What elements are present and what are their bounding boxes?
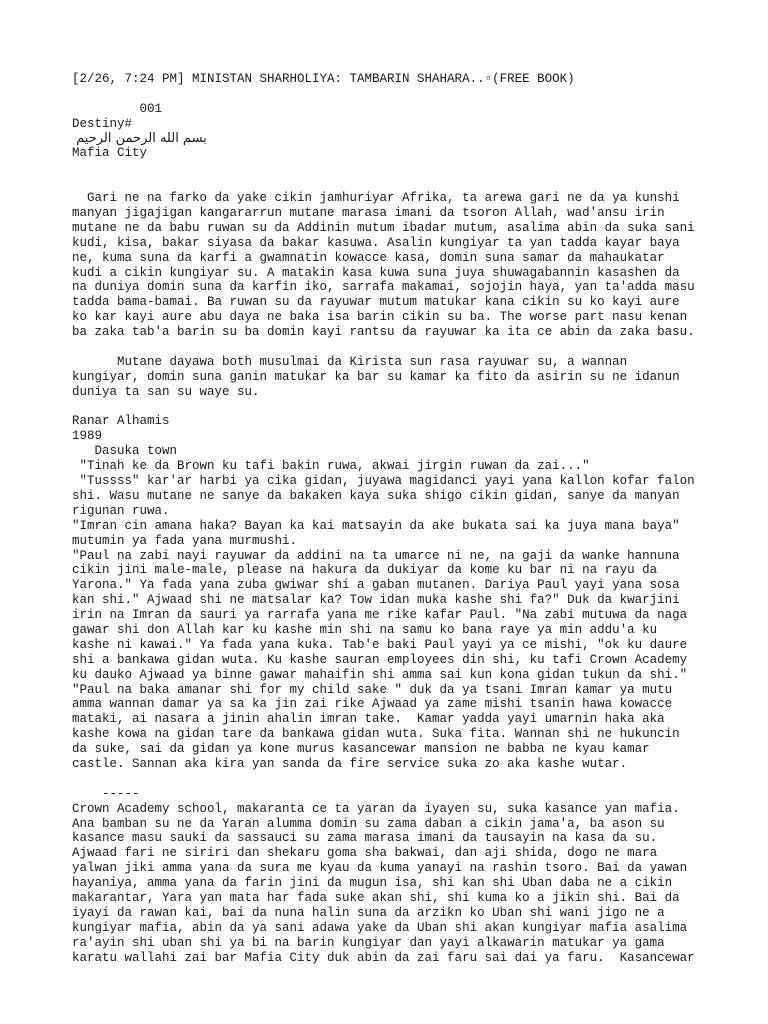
text-line: Dasuka town — [72, 444, 178, 459]
text-line: manyan jigajigan kangararrun mutane marasa imani da tsoron Allah, wad'ansu irin — [72, 206, 665, 221]
text-line: Gari ne na farko da yake cikin jamhuriyar Afrika, ta arewa gari ne da ya kunshi — [72, 191, 680, 206]
text-line: duniya ta san su waye su. — [72, 384, 260, 399]
text-line: karatu wallahi zai bar Mafia City duk abin da zai faru sai dai ya faru. Kasancewar — [72, 950, 695, 965]
text-line: tadda bama-bamai. Ba ruwan su da rayuwar mutum matukar kana cikin su ko kayi aure — [72, 295, 680, 310]
text-line: da suke, sai da gidan ya kone murus kasancewar mansion ne babba ne kyau kamar — [72, 742, 650, 757]
text-line: gawar shi don Allah kar ku kashe min shi na samu ko bana raye ya min addu'a ku — [72, 622, 658, 637]
text-line: iyayi da rawan kai, bai da nuna halin suna da arzikn ko Uban shi wani jigo ne a — [72, 905, 665, 920]
text-line — [72, 400, 762, 415]
text-line: kudi a cikin kungiyar su. A matakin kasa kuwa suna juya shuwagabannin kasashen da — [72, 265, 680, 280]
text-line: yalwan jiki amma yana da sura me kyau da kuma yanayi na rashin tsoro. Bai da yawan — [72, 861, 688, 876]
text-line: Yarona." Ya fada yana zuba gwiwar shi a gaban mutanen. Dariya Paul yayi yana sosa — [72, 578, 680, 593]
document-text — [72, 72, 762, 965]
text-line: shi a bankawa gidan wuta. Ku kashe sauran employees din shi, ku tafi Crown Academy — [72, 652, 688, 667]
text-line: irin na Imran da sauri ya rarrafa yana me rike kafar Paul. "Na zabi mutuwa da naga — [72, 608, 688, 623]
text-line: kan shi." Ajwaad shi ne matsalar ka? Tow idan muka kashe shi fa?" Duk da kwarjini — [72, 593, 680, 608]
text-line: [2/26, 7:24 PM] MINISTAN SHARHOLIYA: TAMBARIN SHAHARA..▫(FREE BOOK) — [72, 72, 575, 86]
text-line — [72, 161, 762, 176]
text-line: hayaniya, amma yana da farin jini da mugun isa, shi kan shi Uban daba ne a cikin — [72, 876, 673, 891]
text-line: "Paul na zabi nayi rayuwar da addini na ta umarce ni ne, na gaji da wanke hannuna — [72, 548, 680, 563]
text-line: Ranar Alhamis — [72, 414, 170, 429]
text-line: "Imran cin amana haka? Bayan ka kai matsayin da ake bukata sai ka juya mana baya" — [72, 518, 680, 533]
text-line — [72, 87, 762, 102]
text-line: shi. Wasu mutane ne sanye da bakaken kaya suka shigo cikin gidan, sanye da manyan — [72, 488, 680, 503]
text-line: Destiny# — [72, 116, 133, 131]
text-line: cikin jini male-male, please na hakura da dukiyar da kome ku bar ni na rayu da — [72, 563, 658, 578]
text-line: "Tinah ke da Brown ku tafi bakin ruwa, akwai jirgin ruwan da zai..." — [72, 459, 590, 474]
text-line: kashe kowa na gidan tare da bankawa gidan wuta. Suka fita. Wannan shi ne hukuncin — [72, 727, 680, 742]
text-line: kashe ni kawai." Ya fada yana kuka. Tab'e baki Paul yayi ya ce mishi, "ok ku daure — [72, 637, 688, 652]
text-line — [72, 176, 762, 191]
text-line: ne, kuma suna da karfi a gwamnatin kowacce kasa, domin suna samar da mahaukatar — [72, 250, 665, 265]
text-line: mutumin ya fada yana murmushi. — [72, 533, 298, 548]
text-line: 001 — [72, 101, 163, 116]
text-line: mutane ne da babu ruwan su da Addinin mutum ibadar mutum, asalima abin da suka sani — [72, 220, 695, 235]
text-line — [72, 340, 762, 355]
text-line: mataki, ai nasara a jinin ahalin imran take. Kamar yadda yayi umarnin haka aka — [72, 712, 665, 727]
text-line: ko kar kayi aure abu daya ne baka isa barin cikin su ba. The worse part nasu kenan — [72, 310, 688, 325]
text-line: amma wannan damar ya sa ka jin zai rike Ajwaad ya zame mishi tsanin hawa kowacce — [72, 697, 673, 712]
text-line: kudi, kisa, bakar siyasa da bakar kasuwa. Asalin kungiyar ta yan tadda kayar baya — [72, 235, 680, 250]
text-line: Mafia City — [72, 146, 148, 161]
text-line: 1989 — [72, 429, 103, 444]
text-line: بسم الله الرحمن الرحيم — [72, 130, 207, 146]
text-line: "Paul na baka amanar shi for my child sake " duk da ya tsani Imran kamar ya mutu — [72, 682, 673, 697]
text-line: ra'ayin shi uban shi ya bi na barin kungiyar dan yayi alkawarin matukar ya gama — [72, 935, 665, 950]
text-line: kungiyar, domin suna ganin matukar ka bar su kamar ka fito da asirin su ne idanun — [72, 369, 680, 384]
text-line: ku dauko Ajwaad ya binne gawar mahaifin shi amma sai kun kona gidan tukun da shi." — [72, 667, 688, 682]
text-line: "Tussss" kar'ar harbi ya cika gidan, juyawa magidanci yayi yana kallon kofar falon — [72, 474, 695, 489]
text-line: Crown Academy school, makaranta ce ta yaran da iyayen su, suka kasance yan mafia. — [72, 801, 680, 816]
text-line: Ana bamban su ne da Yaran alumma domin su zama daban a cikin jama'a, ba ason su — [72, 816, 665, 831]
text-line: kasance masu sauki da sassauci su zama marasa imani da tausayin na kasa da su. — [72, 831, 658, 846]
text-line: castle. Sannan aka kira yan sanda da fire service suka zo aka kashe wutar. — [72, 756, 628, 771]
text-line: ----- — [72, 786, 140, 801]
text-line: Mutane dayawa both musulmai da Kirista sun rasa rayuwar su, a wannan — [72, 354, 628, 369]
text-line: rigunan ruwa. — [72, 503, 170, 518]
text-line: na duniya domin suna da karfin iko, sarrafa makamai, sojojin haya, yan ta'adda masu — [72, 280, 695, 295]
text-line: Ajwaad fari ne siriri dan shekaru goma sha bakwai, dan aji shida, dogo ne mara — [72, 846, 658, 861]
text-line: ba zaka tab'a barin su ba domin kayi rantsu da rayuwar ka ita ce abin da zaka basu. — [72, 325, 695, 340]
text-line: kungiyar mafia, abin da ya sani adawa yake da Uban shi akan kungiyar mafia asalima — [72, 920, 688, 935]
text-line: makarantar, Yara yan mata har fada suke akan shi, shi kuma ko a jikin shi. Bai da — [72, 890, 680, 905]
text-line — [72, 772, 762, 787]
